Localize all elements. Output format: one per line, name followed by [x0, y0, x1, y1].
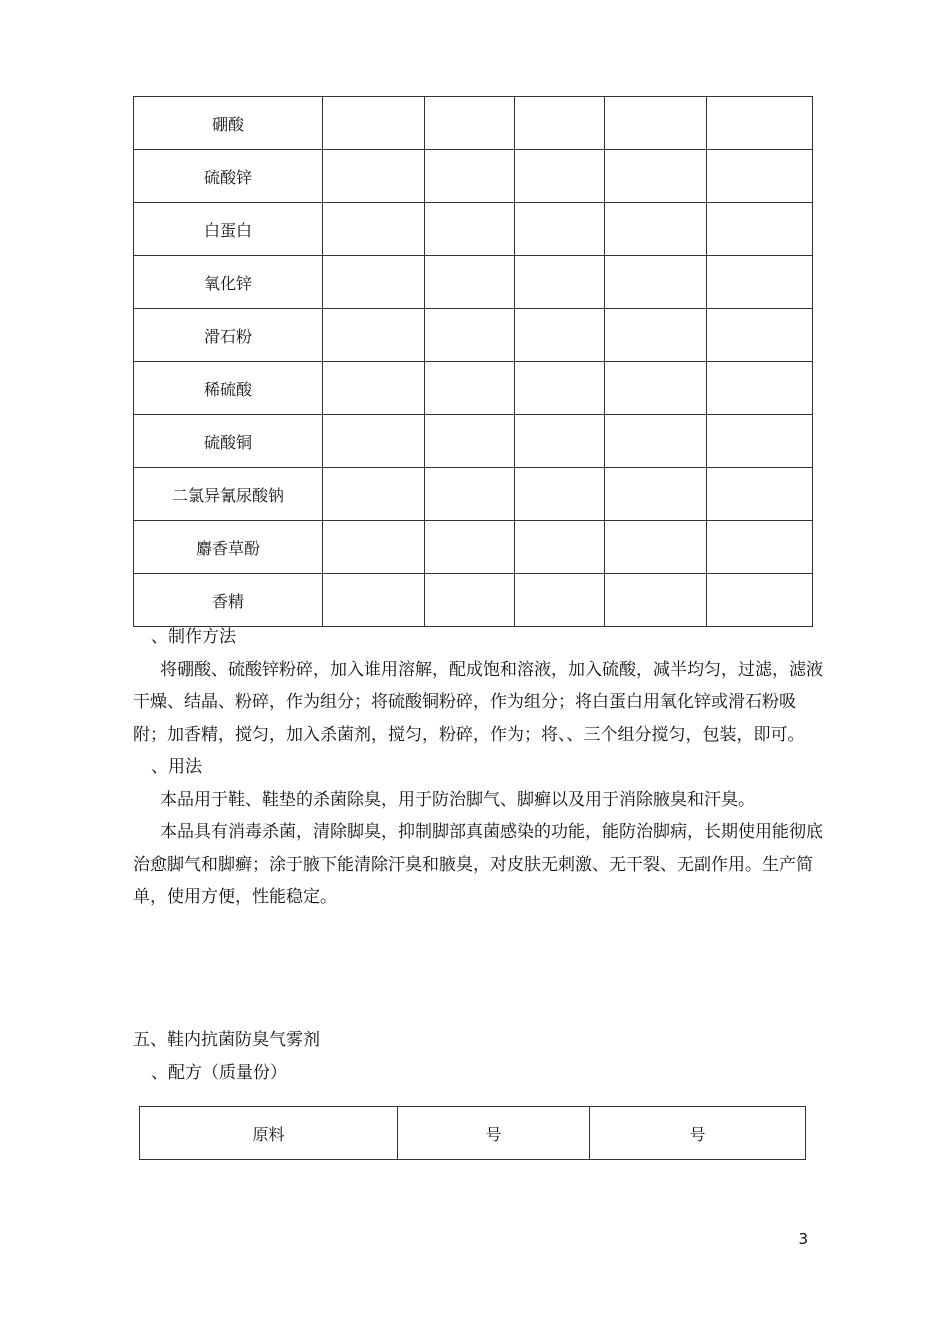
- empty-cell: [515, 203, 605, 256]
- ingredient-name-cell: 稀硫酸: [134, 362, 323, 415]
- table-row: [134, 150, 813, 203]
- header-cell-material: 原料: [140, 1107, 398, 1160]
- empty-cell: [323, 574, 425, 627]
- empty-cell: [707, 256, 813, 309]
- ingredient-name-cell: 硼酸: [134, 97, 323, 150]
- table-row: [134, 468, 813, 521]
- empty-cell: [425, 309, 515, 362]
- method-paragraph: 将硼酸、硫酸锌粉碎，加入谁用溶解，配成饱和溶液，加入硫酸，减半均匀，过滤，滤液干燥、结晶、粉碎，作为组分；将硫酸铜粉碎，作为组分；将白蛋白用氧化锌或滑石粉吸附；加香精，搅匀，加入杀菌剂，搅匀，粉碎，作为；将、、三个组分搅匀，包装，即可。: [133, 659, 823, 745]
- usage-paragraph-1: 本品用于鞋、鞋垫的杀菌除臭，用于防治脚气、脚癣以及用于消除腋臭和汗臭。: [160, 789, 755, 810]
- empty-cell: [707, 521, 813, 574]
- empty-cell: [323, 415, 425, 468]
- empty-cell: [707, 97, 813, 150]
- ingredient-name-cell: 二氯异氰尿酸钠: [134, 468, 323, 521]
- ingredient-name-cell: 氧化锌: [134, 256, 323, 309]
- ingredient-name-cell: 滑石粉: [134, 309, 323, 362]
- empty-cell: [707, 309, 813, 362]
- empty-cell: [605, 521, 707, 574]
- usage-paragraph-2: 本品具有消毒杀菌，清除脚臭，抑制脚部真菌感染的功能，能防治脚病，长期使用能彻底治愈脚气和脚癣；涂于腋下能清除汗臭和腋臭，对皮肤无刺激、无干裂、无副作用。生产简单，使用方便，性能稳定。: [133, 822, 823, 907]
- table-row: [134, 415, 813, 468]
- empty-cell: [605, 309, 707, 362]
- empty-cell: [425, 203, 515, 256]
- empty-cell: [323, 521, 425, 574]
- empty-cell: [425, 97, 515, 150]
- table-row: [134, 362, 813, 415]
- empty-cell: [425, 415, 515, 468]
- empty-cell: [425, 574, 515, 627]
- section-five: [133, 1024, 823, 1089]
- empty-cell: [515, 150, 605, 203]
- empty-cell: [707, 468, 813, 521]
- empty-cell: [707, 362, 813, 415]
- empty-cell: [425, 362, 515, 415]
- formula-subheading: 、配方（质量份）: [151, 1062, 287, 1083]
- table-row: [134, 97, 813, 150]
- header-cell-number-1: 号: [398, 1107, 590, 1160]
- header-cell-number-2: 号: [590, 1107, 806, 1160]
- table-row: [134, 256, 813, 309]
- table-header-row: [140, 1107, 806, 1160]
- empty-cell: [425, 150, 515, 203]
- table-row: [134, 203, 813, 256]
- empty-cell: [605, 256, 707, 309]
- empty-cell: [707, 415, 813, 468]
- empty-cell: [323, 97, 425, 150]
- ingredient-name-cell: 麝香草酚: [134, 521, 323, 574]
- method-heading: 、制作方法: [151, 627, 236, 647]
- empty-cell: [605, 97, 707, 150]
- empty-cell: [605, 415, 707, 468]
- empty-cell: [707, 150, 813, 203]
- section-five-title: 五、鞋内抗菌防臭气雾剂: [133, 1030, 320, 1050]
- usage-heading: 、用法: [151, 757, 202, 777]
- ingredient-name-cell: 硫酸锌: [134, 150, 323, 203]
- empty-cell: [323, 309, 425, 362]
- empty-cell: [323, 256, 425, 309]
- empty-cell: [605, 468, 707, 521]
- method-usage-section: [133, 621, 823, 914]
- empty-cell: [515, 256, 605, 309]
- empty-cell: [707, 574, 813, 627]
- empty-cell: [515, 468, 605, 521]
- page-number: 3: [798, 1230, 808, 1248]
- empty-cell: [515, 574, 605, 627]
- empty-cell: [425, 468, 515, 521]
- empty-cell: [515, 362, 605, 415]
- empty-cell: [605, 574, 707, 627]
- empty-cell: [323, 468, 425, 521]
- ingredient-name-cell: 白蛋白: [134, 203, 323, 256]
- empty-cell: [605, 362, 707, 415]
- table-row: [134, 574, 813, 627]
- empty-cell: [605, 203, 707, 256]
- empty-cell: [425, 256, 515, 309]
- empty-cell: [515, 309, 605, 362]
- empty-cell: [515, 415, 605, 468]
- table-row: [134, 309, 813, 362]
- table-row: [134, 521, 813, 574]
- formula-table: [139, 1106, 806, 1160]
- empty-cell: [323, 203, 425, 256]
- empty-cell: [323, 150, 425, 203]
- empty-cell: [707, 203, 813, 256]
- ingredient-name-cell: 香精: [134, 574, 323, 627]
- empty-cell: [605, 150, 707, 203]
- ingredient-name-cell: 硫酸铜: [134, 415, 323, 468]
- empty-cell: [323, 362, 425, 415]
- empty-cell: [425, 521, 515, 574]
- empty-cell: [515, 521, 605, 574]
- ingredient-table: [133, 96, 813, 627]
- empty-cell: [515, 97, 605, 150]
